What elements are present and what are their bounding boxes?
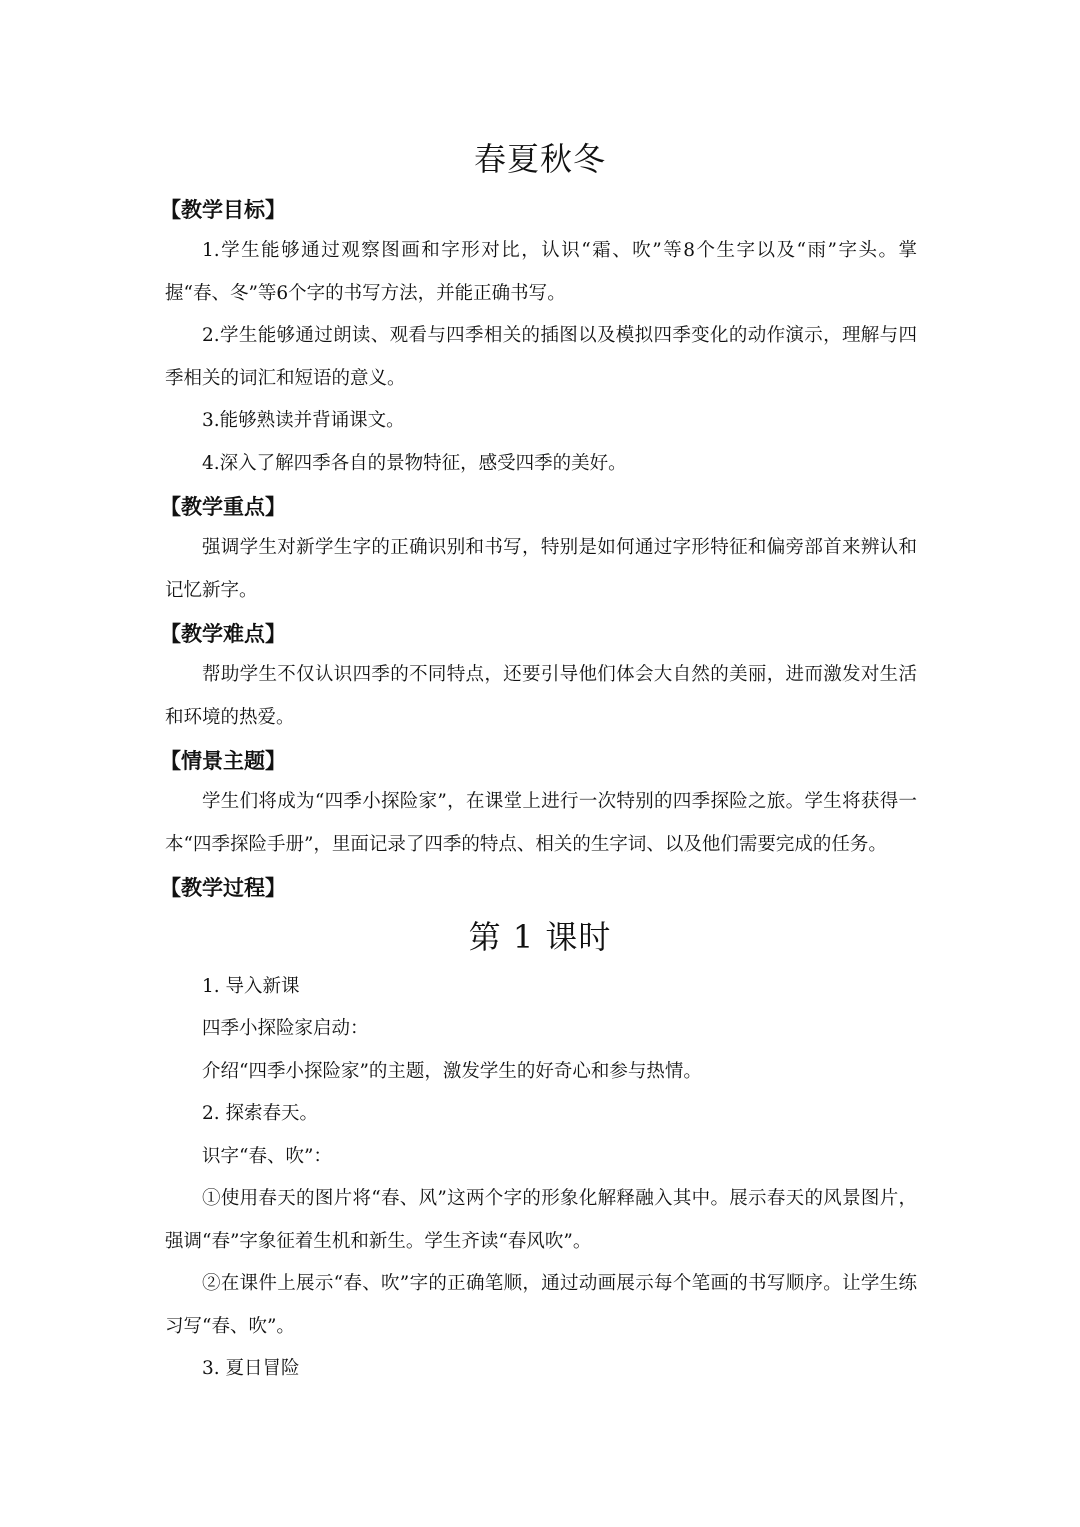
key-points-text: 强调学生对新学生字的正确识别和书写，特别是如何通过字形特征和偏旁部首来辨认和记忆新字。	[165, 537, 917, 601]
scenario-text: 学生们将成为“四季小探险家”，在课堂上进行一次特别的四季探险之旅。学生将获得一本“四季探险手册”，里面记录了四季的特点、相关的生字词、以及他们需要完成的任务。	[165, 791, 917, 855]
step-spring-pictures: ①使用春天的图片将“春、风”这两个字的形象化解释融入其中。展示春天的风景图片，强调“春”字象征着生机和新生。学生齐读“春风吹”。	[165, 1188, 917, 1252]
difficulties-text: 帮助学生不仅认识四季的不同特点，还要引导他们体会大自然的美丽，进而激发对生活和环境的热爱。	[165, 664, 917, 728]
step-intro: 1. 导入新课	[202, 976, 300, 997]
heading-process: 【教学过程】	[160, 875, 286, 900]
heading-scenario: 【情景主题】	[160, 748, 286, 773]
heading-difficulties: 【教学难点】	[160, 621, 286, 646]
step-spring: 2. 探索春天。	[202, 1103, 319, 1124]
heading-goals: 【教学目标】	[160, 197, 286, 222]
goal-item-1: 1.学生能够通过观察图画和字形对比，认识“霜、吹”等8个生字以及“雨”字头。掌握“春、冬”等6个字的书写方法，并能正确书写。	[165, 240, 917, 304]
goal-item-2: 2.学生能够通过朗读、观看与四季相关的插图以及模拟四季变化的动作演示，理解与四季相关的词汇和短语的意义。	[165, 325, 917, 389]
step-stroke-order: ②在课件上展示“春、吹”字的正确笔顺，通过动画展示每个笔画的书写顺序。让学生练习写“春、吹”。	[165, 1273, 917, 1337]
step-literacy: 识字“春、吹”：	[202, 1146, 332, 1167]
document-title: 春夏秋冬	[473, 140, 606, 178]
goal-item-4: 4.深入了解四季各自的景物特征，感受四季的美好。	[202, 453, 627, 474]
lesson-title: 第 1 课时	[468, 918, 612, 956]
step-summer: 3. 夏日冒险	[202, 1358, 300, 1379]
heading-key-points: 【教学重点】	[160, 494, 286, 519]
step-launch: 四季小探险家启动：	[202, 1018, 369, 1039]
step-introduce-theme: 介绍“四季小探险家”的主题，激发学生的好奇心和参与热情。	[202, 1061, 702, 1082]
goal-item-3: 3.能够熟读并背诵课文。	[202, 410, 405, 431]
